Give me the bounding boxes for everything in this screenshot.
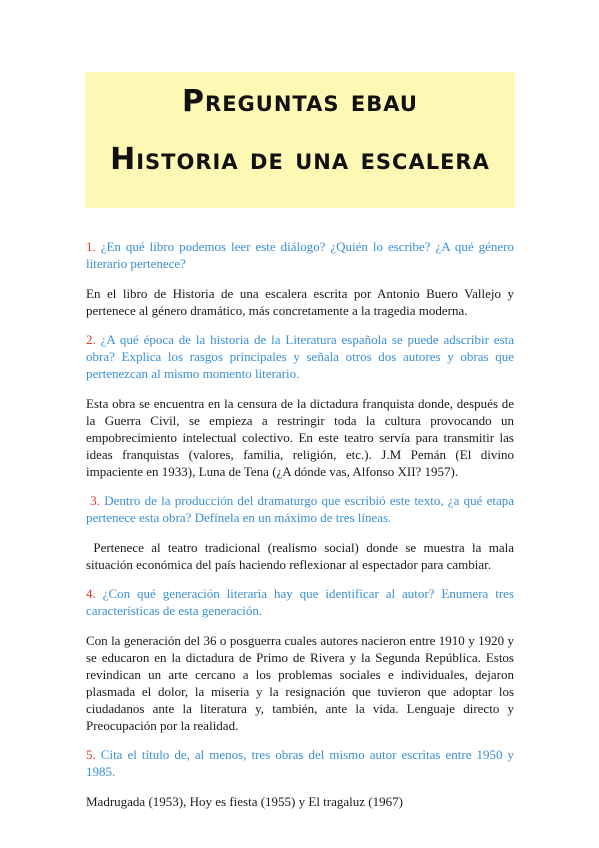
- question-number: 4.: [86, 586, 96, 601]
- title-banner: [85, 72, 515, 208]
- question-4: [86, 585, 514, 619]
- question-list: [86, 238, 514, 822]
- answer-3: [86, 539, 514, 573]
- question-text: ¿En qué libro podemos leer este diálogo? ¿Quién lo escribe? ¿A qué género literario pertenece?: [86, 239, 514, 271]
- question-1: [86, 238, 514, 272]
- question-5: [86, 746, 514, 780]
- answer-text: Pertenece al teatro tradicional (realismo social) donde se muestra la mala situación económica del país haciendo reflexionar al espectador para cambiar.: [86, 540, 514, 572]
- question-text: Cita el título de, al menos, tres obras del mismo autor escritas entre 1950 y 1985.: [86, 747, 515, 779]
- answer-1: En el libro de Historia de una escalera escrita por Antonio Buero Vallejo y pertenece al género dramático, más concretamente a la tragedia moderna.: [86, 286, 514, 318]
- question-number: 2.: [86, 332, 96, 347]
- title-line-2: Historia de una escalera: [110, 142, 490, 177]
- question-number: 3.: [90, 493, 100, 508]
- question-number: 5.: [86, 747, 96, 762]
- question-text: ¿A qué época de la historia de la Literatura española se puede adscribir esta obra? Explica los rasgos principales y señala otros dos autores y obras que pertenezcan al mismo momento literario.: [86, 332, 515, 381]
- answer-4: Con la generación del 36 o posguerra cuales autores nacieron entre 1910 y 1920 y se educaron en la dictadura de Primo de Rivera y la Segunda República. Estos revindican un arte cercano a los problemas sociales e individuales, dejaron plasmada el dolor, la miseria y la resignación que tuvieron que adoptar los ciudadanos ante la literatura y, también, ante la vida. Lenguaje directo y Preocupación por la realidad.: [86, 633, 514, 733]
- question-text: Dentro de la producción del dramaturgo que escribió este texto, ¿a qué etapa pertenece esta obra? Defínela en un máximo de tres líneas.: [86, 493, 515, 525]
- question-text: ¿Con qué generación literaria hay que identificar al autor? Enumera tres características de esta generación.: [86, 586, 514, 618]
- answer-5: Madrugada (1953), Hoy es fiesta (1955) y El tragaluz (1967): [86, 794, 403, 809]
- question-2: [86, 331, 514, 382]
- question-3: [86, 492, 514, 526]
- answer-2: Esta obra se encuentra en la censura de la dictadura franquista donde, después de la Guerra Civil, se empieza a restringir toda la cultura provocando un empobrecimiento intelectual colectivo. En este teatro servía para transmitir las ideas franquistas (valores, familia, religión, etc.). J.M Pemán (El divino impaciente en 1933), Luna de Tena (¿A dónde vas, Alfonso XII? 1957).: [86, 396, 514, 479]
- title-line-1: Preguntas ebau: [182, 84, 418, 119]
- question-number: 1.: [86, 239, 96, 254]
